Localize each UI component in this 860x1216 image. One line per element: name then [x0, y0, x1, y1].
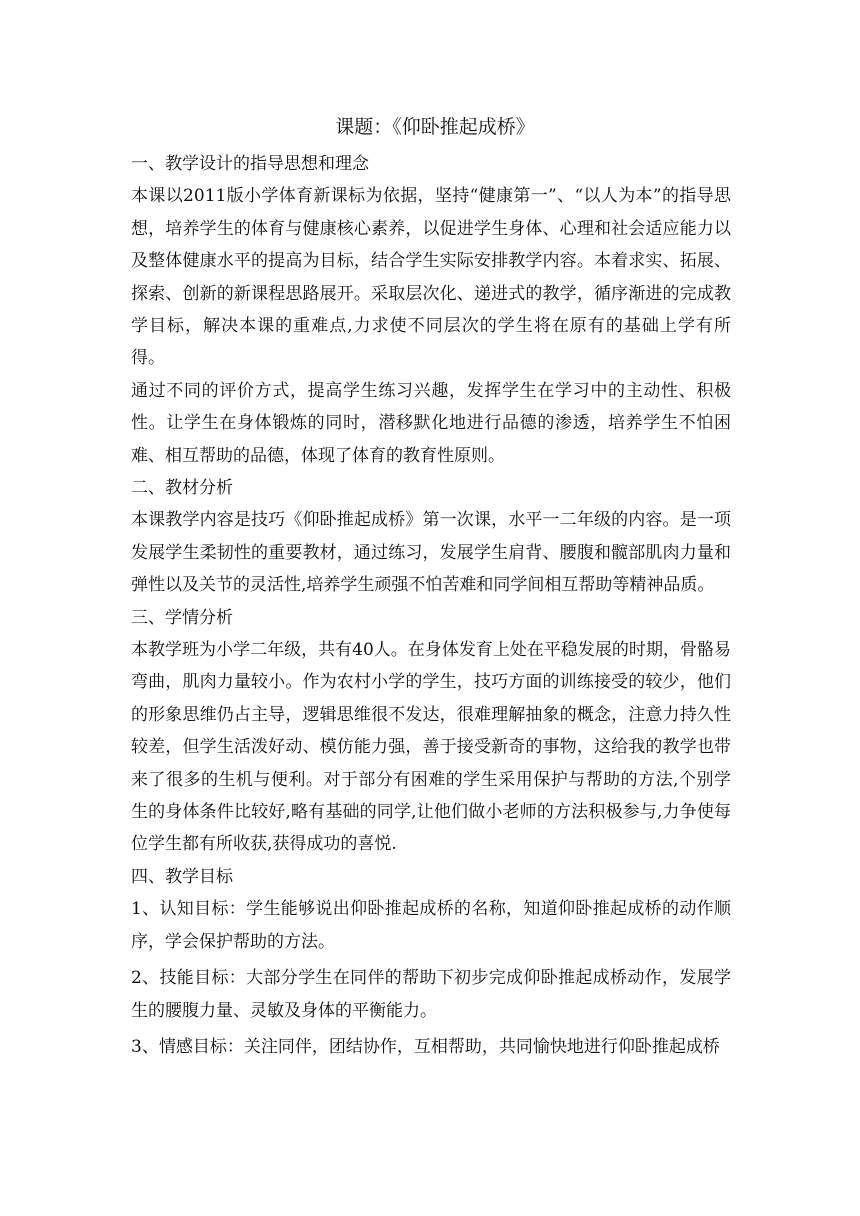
section-paragraph: 本课以2011版小学体育新课标为依据，坚持“健康第一”、“以人为本”的指导思想，培养学生的体育与健康核心素养，以促进学生身体、心理和社会适应能力以及整体健康水平的提高为目标，结合学生实际安排教学内容。本着求实、拓展、探索、创新的新课程思路展开。采取层次化、递进式的教学，循序渐进的完成教学目标，解决本课的重难点,力求使不同层次的学生将在原有的基础上学有所得。: [131, 186, 731, 369]
document-title: 课题：《仰卧推起成桥》: [335, 116, 535, 138]
section-paragraph: 本教学班为小学二年级，共有40人。在身体发育上处在平稳发展的时期，骨骼易弯曲，肌肉力量较小。作为农村小学的学生，技巧方面的训练接受的较少，他们的形象思维仍占主导，逻辑思维很不发达，很难理解抽象的概念，注意力持久性较差，但学生活泼好动、模仿能力强，善于接受新奇的事物，这给我的教学也带来了很多的生机与便利。对于部分有困难的学生采用保护与帮助的方法,个别学生的身体条件比较好,略有基础的同学,让他们做小老师的方法积极参与,力争使每位学生都有所收获,获得成功的喜悦.: [131, 640, 731, 855]
section-paragraph: 本课教学内容是技巧《仰卧推起成桥》第一次课，水平一二年级的内容。是一项发展学生柔韧性的重要教材，通过练习，发展学生肩背、腰腹和髋部肌肉力量和弹性以及关节的灵活性,培养学生顽强不怕苦难和同学间相互帮助等精神品质。: [131, 510, 731, 596]
goal-item-skill: 2、技能目标：大部分学生在同伴的帮助下初步完成仰卧推起成桥动作，发展学生的腰腹力量、灵敏及身体的平衡能力。: [131, 968, 731, 1021]
section-paragraph: 通过不同的评价方式，提高学生练习兴趣，发挥学生在学习中的主动性、积极性。让学生在身体锻炼的同时，潜移默化地进行品德的渗透，培养学生不怕困难、相互帮助的品德，体现了体育的教育性原则。: [131, 380, 731, 466]
section-heading-material-analysis: 二、教材分析: [131, 478, 233, 499]
section-heading-student-analysis: 三、学情分析: [131, 607, 233, 628]
goal-item-cognitive: 1、认知目标：学生能够说出仰卧推起成桥的名称，知道仰卧推起成桥的动作顺序，学会保护帮助的方法。: [131, 899, 731, 952]
document-body: [131, 112, 731, 1067]
section-heading-guiding-ideas: 一、教学设计的指导思想和理念: [131, 154, 369, 174]
section-heading-teaching-goals: 四、教学目标: [131, 866, 233, 887]
goal-item-affective: 3、情感目标：关注同伴，团结协作，互相帮助，共同愉快地进行仰卧推起成桥: [131, 1036, 720, 1057]
